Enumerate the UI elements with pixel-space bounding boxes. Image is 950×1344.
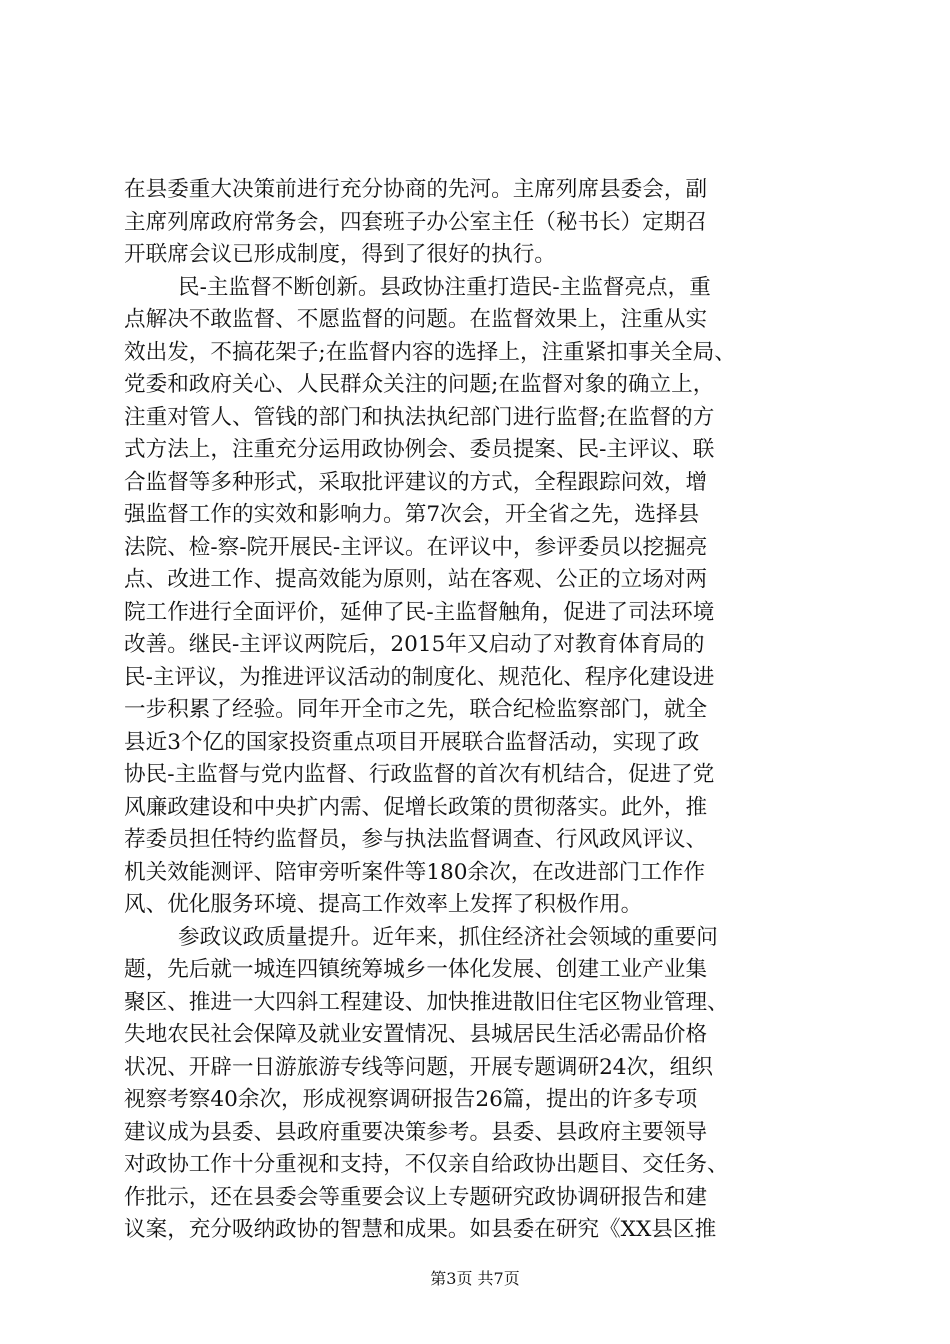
text-line: 一步积累了经验。同年开全市之先，联合纪检监察部门，就全	[124, 697, 708, 722]
text-line: 议案，充分吸纳政协的智慧和成果。如县委在研究《XX县区推	[124, 1217, 717, 1242]
text-line: 机关效能测评、陪审旁听案件等180余次，在改进部门工作作	[124, 859, 706, 885]
text-line: 在县委重大决策前进行充分协商的先河。主席列席县委会，副	[124, 177, 708, 202]
text-line: 法院、检-察-院开展民-主评议。在评议中，参评委员以挖掘亮	[124, 534, 708, 560]
text-line: 党委和政府关心、人民群众关注的问题;在监督对象的确立上，	[124, 372, 715, 397]
text-line: 民-主监督不断创新。县政协注重打造民-主监督亮点，重	[178, 274, 711, 300]
text-line: 视察考察40余次，形成视察调研报告26篇，提出的许多专项	[124, 1087, 698, 1112]
page-footer: 第3页 共7页	[430, 1269, 520, 1288]
text-line: 状况、开辟一日游旅游专线等问题，开展专题调研24次，组织	[124, 1054, 713, 1080]
text-line: 聚区、推进一大四斜工程建设、加快推进散旧住宅区物业管理、	[124, 989, 729, 1015]
text-line: 主席列席政府常务会，四套班子办公室主任（秘书长）定期召	[124, 209, 708, 235]
text-line: 对政协工作十分重视和支持，不仅亲自给政协出题目、交任务、	[124, 1152, 729, 1177]
text-line: 点、改进工作、提高效能为原则，站在客观、公正的立场对两	[124, 567, 708, 592]
text-line: 院工作进行全面评价，延伸了民-主监督触角，促进了司法环境	[124, 599, 715, 625]
text-line: 式方法上，注重充分运用政协例会、委员提案、民-主评议、联	[124, 437, 715, 462]
text-line: 点解决不敢监督、不愿监督的问题。在监督效果上，注重从实	[124, 307, 708, 332]
text-line: 开联席会议已形成制度，得到了很好的执行。	[124, 242, 556, 267]
text-line: 民-主评议，为推进评议活动的制度化、规范化、程序化建设进	[124, 664, 715, 690]
text-line: 强监督工作的实效和影响力。第7次会，开全省之先，选择县	[124, 502, 700, 527]
text-line: 参政议政质量提升。近年来，抓住经济社会领域的重要问	[178, 924, 718, 950]
text-line: 效出发，不搞花架子;在监督内容的选择上，注重紧扣事关全局、	[124, 339, 736, 365]
text-line: 失地农民社会保障及就业安置情况、县城居民生活必需品价格	[124, 1022, 708, 1047]
text-line: 风廉政建设和中央扩内需、促增长政策的贯彻落实。此外，推	[124, 794, 708, 820]
text-line: 合监督等多种形式，采取批评建议的方式，全程跟踪问效，增	[124, 469, 708, 495]
text-line: 风、优化服务环境、提高工作效率上发挥了积极作用。	[124, 892, 643, 917]
text-line: 荐委员担任特约监督员，参与执法监督调查、行风政风评议、	[124, 827, 708, 852]
text-line: 建议成为县委、县政府重要决策参考。县委、县政府主要领导	[124, 1119, 708, 1145]
text-line: 县近3个亿的国家投资重点项目开展联合监督活动，实现了政	[124, 729, 700, 755]
text-line: 协民-主监督与党内监督、行政监督的首次有机结合，促进了党	[124, 762, 715, 787]
text-line: 改善。继民-主评议两院后，2015年又启动了对教育体育局的	[124, 632, 705, 657]
text-line: 题，先后就一城连四镇统筹城乡一体化发展、创建工业产业集	[124, 957, 708, 982]
body-text	[124, 174, 830, 1247]
text-line: 作批示，还在县委会等重要会议上专题研究政协调研报告和建	[124, 1184, 708, 1210]
text-line: 注重对管人、管钱的部门和执法执纪部门进行监督;在监督的方	[124, 404, 715, 430]
